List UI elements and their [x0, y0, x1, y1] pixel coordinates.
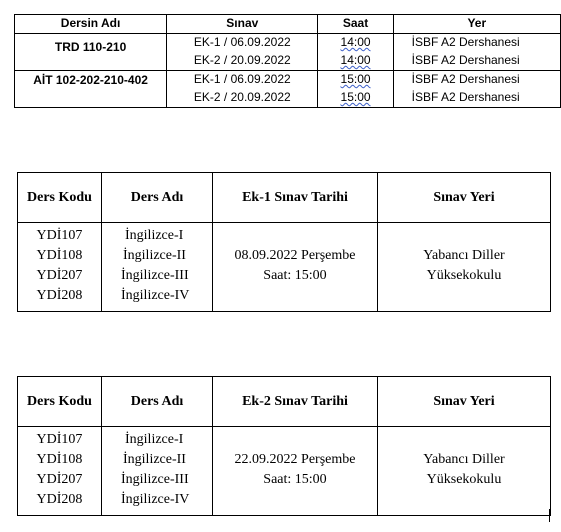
course-name: TRD 110-210	[54, 40, 127, 54]
exam-place: Yüksekokulu	[426, 268, 502, 283]
course-code: YDİ207	[36, 472, 83, 487]
time-cell	[318, 34, 393, 71]
exam-place-cell	[378, 223, 551, 312]
text-cursor	[549, 509, 550, 522]
exam-place: İSBF A2 Dershanesi	[411, 90, 520, 104]
exam-entry: EK-2 / 20.09.2022	[193, 53, 291, 67]
header-course-code: Ders Kodu	[18, 173, 102, 223]
course-cell	[15, 71, 167, 108]
place-cell	[393, 71, 560, 108]
header-exam-date: Ek-2 Sınav Tarihi	[213, 377, 378, 427]
course-name: İngilizce-II	[123, 248, 186, 263]
exam-date-cell	[213, 223, 378, 312]
course-code: YDİ108	[36, 452, 83, 467]
exam-entry: EK-1 / 06.09.2022	[193, 72, 291, 86]
table-header-row	[18, 173, 551, 223]
exam-place: Yabancı Diller	[423, 452, 505, 467]
exam-time: 14:00	[340, 53, 371, 67]
exam-place: Yüksekokulu	[426, 472, 502, 487]
exam-date-cell	[213, 427, 378, 516]
table-row	[18, 223, 551, 312]
course-code: YDİ208	[36, 492, 83, 507]
course-code: YDİ208	[36, 288, 83, 303]
exam-place: İSBF A2 Dershanesi	[411, 72, 520, 86]
header-exam: Sınav	[167, 15, 318, 34]
table-header-row	[18, 377, 551, 427]
header-time: Saat	[318, 15, 393, 34]
time-cell	[318, 71, 393, 108]
course-code: YDİ207	[36, 268, 83, 283]
course-name: AİT 102-202-210-402	[33, 73, 148, 87]
course-names-cell	[102, 223, 213, 312]
course-code: YDİ107	[36, 228, 83, 243]
course-name: İngilizce-I	[125, 228, 184, 243]
exam-date: 08.09.2022 Perşembe	[234, 248, 356, 263]
ek2-exam-table	[17, 376, 551, 516]
course-code: YDİ108	[36, 248, 83, 263]
header-course-code: Ders Kodu	[18, 377, 102, 427]
place-cell	[393, 34, 560, 71]
course-names-cell	[102, 427, 213, 516]
header-course-name: Ders Adı	[102, 377, 213, 427]
course-name: İngilizce-IV	[121, 288, 190, 303]
table-row	[15, 34, 561, 71]
course-name: İngilizce-III	[121, 472, 189, 487]
exam-time: Saat: 15:00	[263, 268, 327, 283]
exam-cell	[167, 71, 318, 108]
exam-time: Saat: 15:00	[263, 472, 327, 487]
exam-place: İSBF A2 Dershanesi	[411, 35, 520, 49]
course-codes-cell	[18, 223, 102, 312]
course-codes-cell	[18, 427, 102, 516]
table-row	[15, 71, 561, 108]
header-place: Yer	[393, 15, 560, 34]
course-name: İngilizce-II	[123, 452, 186, 467]
exam-time: 15:00	[340, 72, 371, 86]
exam-time: 15:00	[340, 90, 371, 104]
course-name: İngilizce-IV	[121, 492, 190, 507]
table-header-row	[15, 15, 561, 34]
ek1-exam-table	[17, 172, 551, 312]
course-name: İngilizce-III	[121, 268, 189, 283]
exam-place: Yabancı Diller	[423, 248, 505, 263]
header-course-name: Ders Adı	[102, 173, 213, 223]
course-name: İngilizce-I	[125, 432, 184, 447]
exam-place: İSBF A2 Dershanesi	[411, 53, 520, 67]
exam-cell	[167, 34, 318, 71]
header-exam-place: Sınav Yeri	[378, 173, 551, 223]
header-exam-date: Ek-1 Sınav Tarihi	[213, 173, 378, 223]
table-row	[18, 427, 551, 516]
header-exam-place: Sınav Yeri	[378, 377, 551, 427]
exam-entry: EK-1 / 06.09.2022	[193, 35, 291, 49]
exam-entry: EK-2 / 20.09.2022	[193, 90, 291, 104]
exam-time: 14:00	[340, 35, 371, 49]
course-cell	[15, 34, 167, 71]
exam-schedule-table	[14, 14, 561, 108]
course-code: YDİ107	[36, 432, 83, 447]
header-course-name: Dersin Adı	[15, 15, 167, 34]
exam-date: 22.09.2022 Perşembe	[234, 452, 356, 467]
exam-place-cell	[378, 427, 551, 516]
